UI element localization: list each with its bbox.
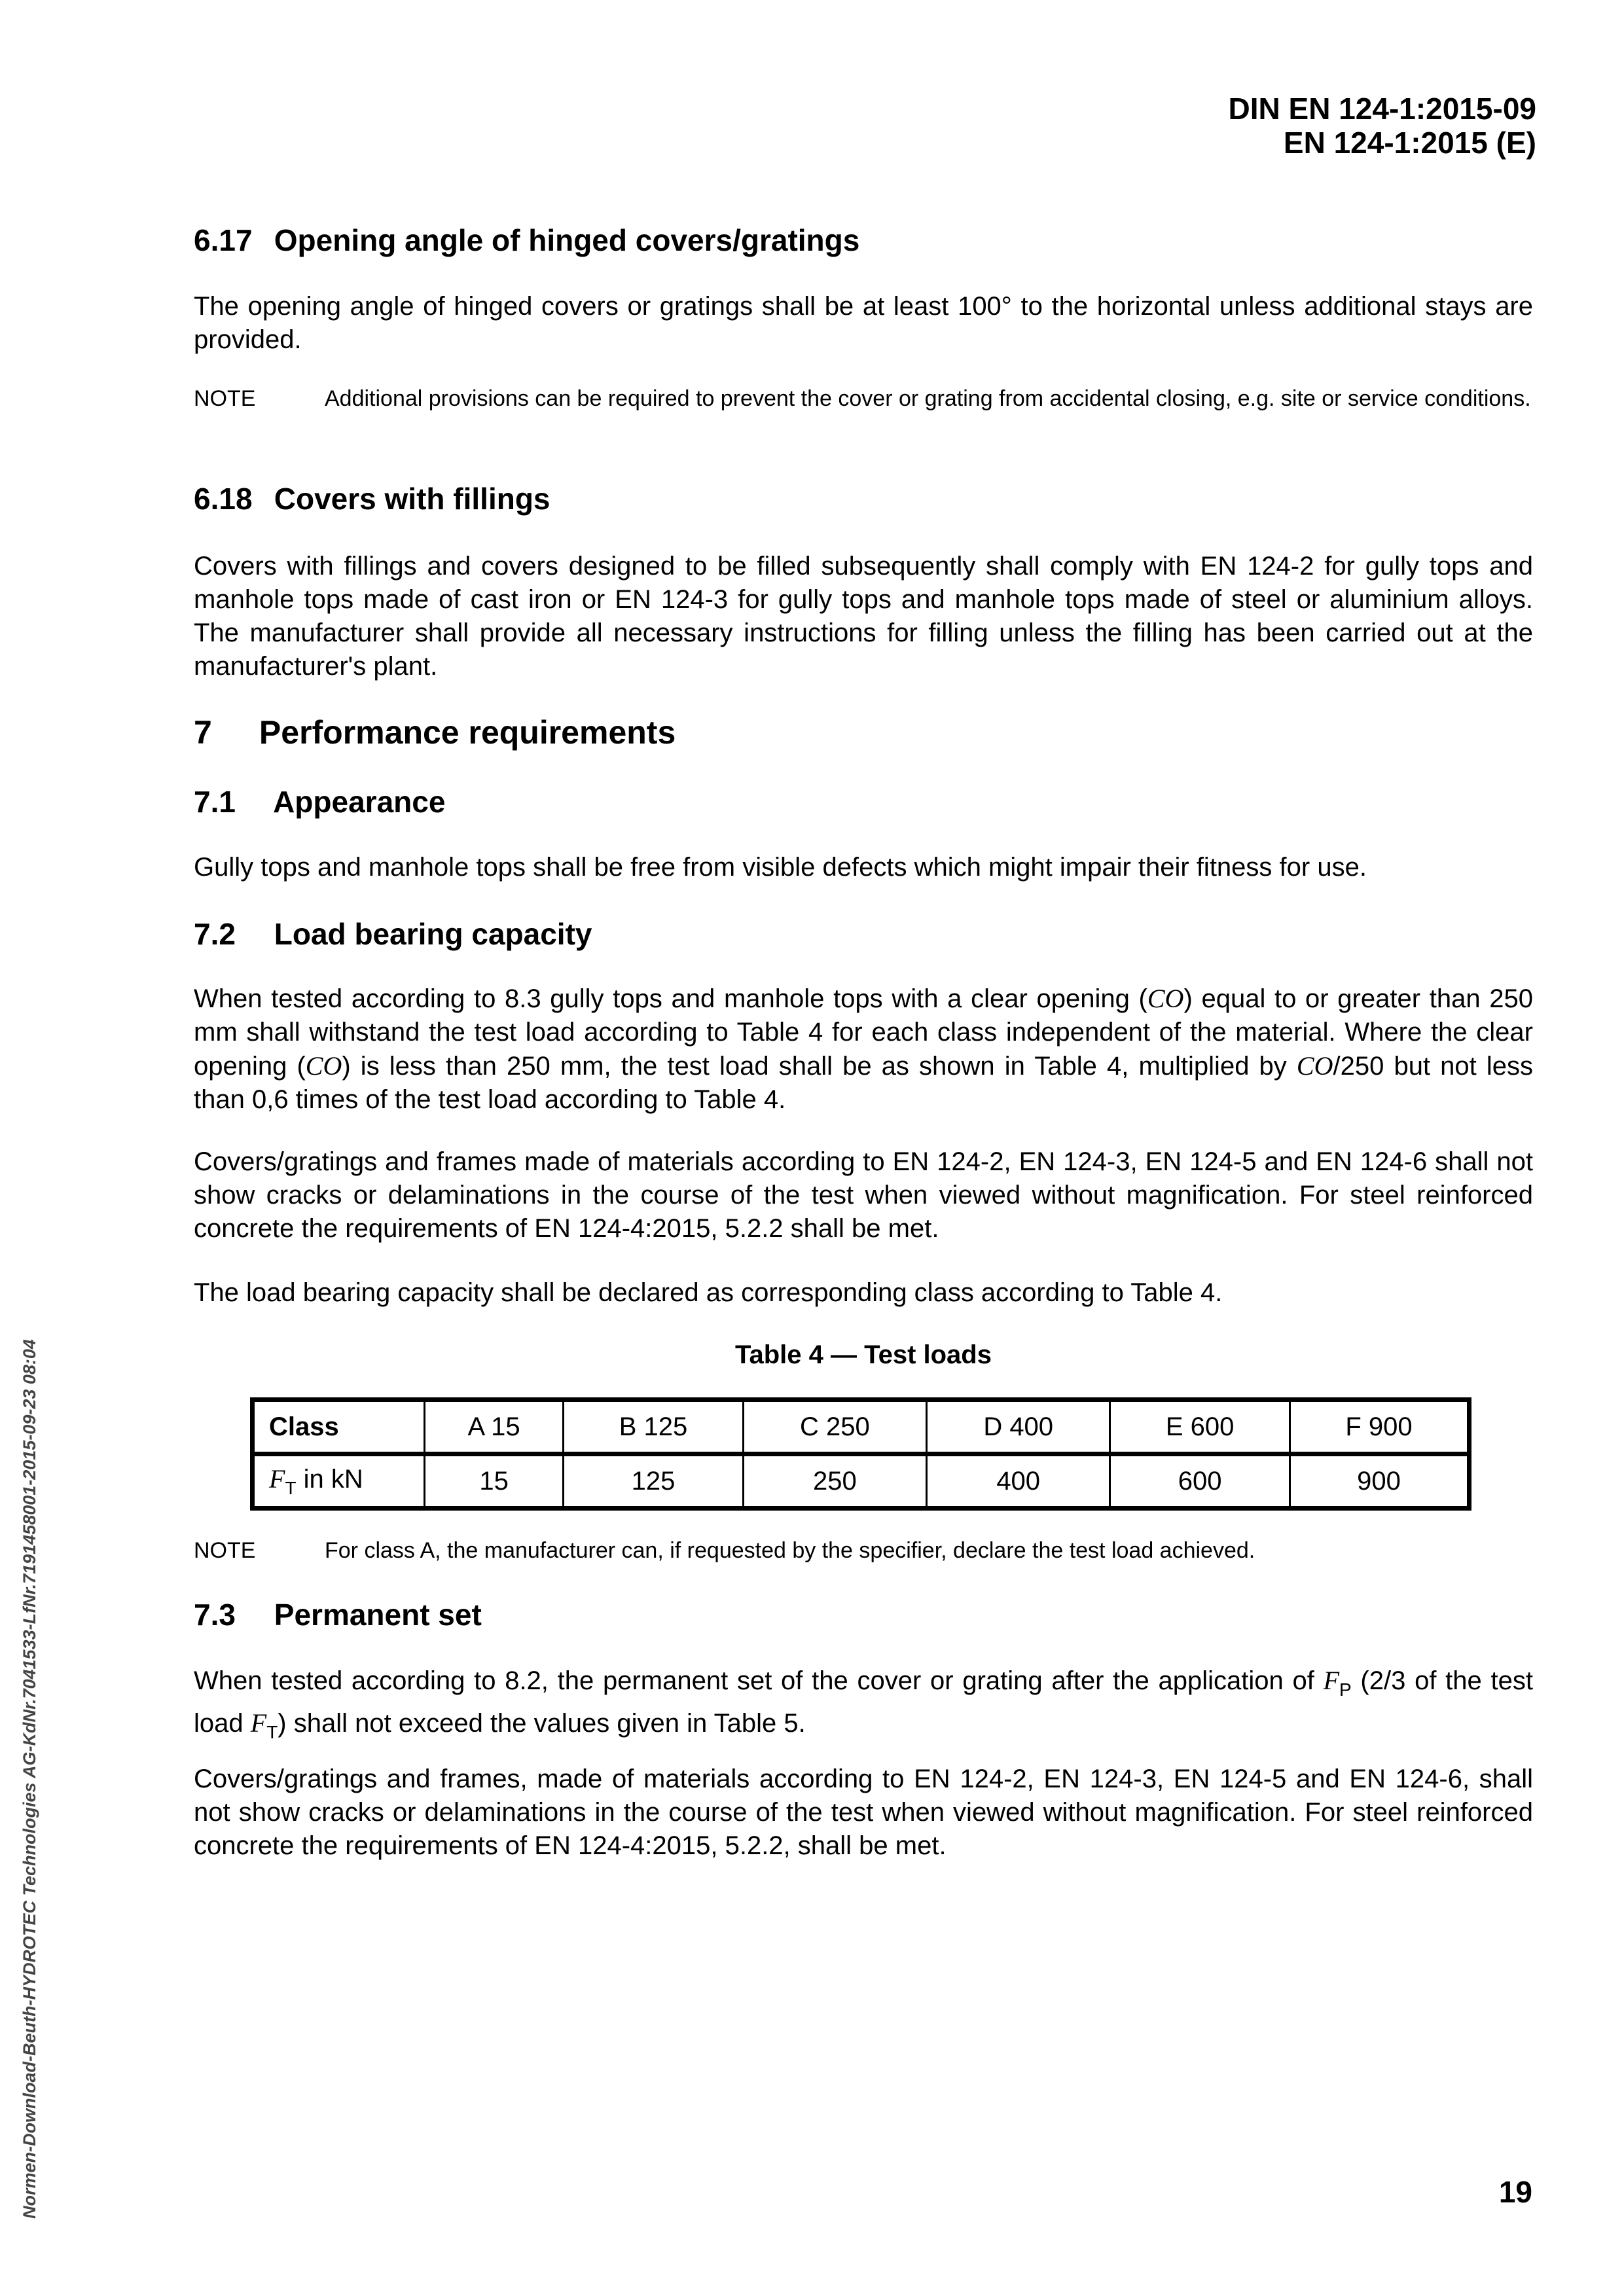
paragraph-7-3-permanent-set [194, 1664, 1533, 1749]
text-run: ) shall not exceed the values given in Table 5. [278, 1708, 806, 1738]
paragraph-7-2-materials: Covers/gratings and frames made of materials according to EN 124-2, EN 124-3, EN 124-5 and EN 124-6 shall not show cracks or delaminations in the course of the test when viewed without magnification. For steel reinforced concrete the requirements of EN 124-4:2015, 5.2.2 shall be met. [194, 1147, 1533, 1243]
document-header [1229, 92, 1536, 160]
paragraph-7-2-declaration: The load bearing capacity shall be declared as corresponding class according to Table 4. [194, 1278, 1223, 1307]
table-cell: 15 [425, 1454, 564, 1509]
subscript: P [1339, 1679, 1352, 1700]
table-cell: 250 [743, 1454, 926, 1509]
side-watermark: Normen-Download-Beuth-HYDROTEC Technologies AG-KdNr.7041533-LfNr.7191458001-2015-09-23 08:04 [20, 1339, 39, 2219]
section-title: Permanent set [274, 1598, 482, 1632]
heading-7-2 [194, 916, 592, 952]
text-run: When tested according to 8.2, the permanent set of the cover or grating after the application of [194, 1666, 1324, 1695]
paragraph-6-18: Covers with fillings and covers designed to be filled subsequently shall comply with EN 124-2 for gully tops and manhole tops made of cast iron or EN 124-3 for gully tops and manhole tops made of steel or aluminium alloys. The manufacturer shall provide all necessary instructions for filling unless the filling has been carried out at the manufacturer's plant. [194, 552, 1533, 681]
header-cell-class: Class [253, 1400, 425, 1454]
table-header-row [253, 1400, 1470, 1454]
table-4-caption: Table 4 — Test loads [735, 1340, 992, 1369]
table-cell: 600 [1110, 1454, 1290, 1509]
section-title: Appearance [273, 785, 446, 819]
text-run: ) equal to or greater than 250 mm shall withstand the test load according to Table 4 for each class independent of the material. Where the clear opening ( [194, 984, 1534, 1081]
note-text: Additional provisions can be required to prevent the cover or grating from accidental closing, e.g. site or service conditions. [325, 386, 1531, 411]
paragraph-7-2-load [194, 982, 1533, 1117]
table-cell: 125 [564, 1454, 744, 1509]
section-number: 7.1 [194, 785, 236, 819]
math-co: CO [1147, 984, 1184, 1013]
section-title: Opening angle of hinged covers/gratings [274, 223, 860, 257]
text-run: (2/3 of the test load [194, 1666, 1533, 1738]
math-co: CO [305, 1051, 342, 1081]
text-run: ) is less than 250 mm, the test load shall be as shown in Table 4, multiplied by [342, 1052, 1297, 1081]
math-co: CO [1296, 1051, 1333, 1081]
table-cell: 900 [1290, 1454, 1469, 1509]
table-cell: 400 [927, 1454, 1110, 1509]
heading-6-17 [194, 223, 859, 258]
text-run: /250 but not less than 0,6 times of the test load according to Table 4. [194, 1052, 1533, 1114]
table-4-test-loads [250, 1397, 1471, 1511]
header-cell: B 125 [564, 1400, 744, 1454]
section-title: Covers with fillings [274, 482, 550, 516]
section-title: Performance requirements [259, 714, 676, 751]
heading-7-1 [194, 784, 445, 819]
section-number: 7.3 [194, 1598, 236, 1632]
heading-7-3 [194, 1597, 482, 1632]
header-cell: A 15 [425, 1400, 564, 1454]
header-cell: F 900 [1290, 1400, 1469, 1454]
math-f: F [1323, 1666, 1339, 1695]
page-number: 19 [1498, 2175, 1532, 2209]
header-en-reference: EN 124-1:2015 (E) [1283, 126, 1536, 160]
paragraph-7-1: Gully tops and manhole tops shall be free from visible defects which might impair their fitness for use. [194, 853, 1367, 882]
note-label: NOTE [194, 1538, 256, 1563]
math-f: F [250, 1708, 267, 1738]
table-row [253, 1454, 1470, 1509]
section-number: 7 [194, 714, 212, 751]
math-f: F [269, 1464, 285, 1494]
text-run: When tested according to 8.3 gully tops and manhole tops with a clear opening ( [194, 984, 1147, 1013]
section-title: Load bearing capacity [274, 917, 592, 951]
note-text: For class A, the manufacturer can, if requested by the specifier, declare the test load achieved. [325, 1538, 1255, 1563]
unit-label: in kN [296, 1465, 363, 1494]
note-6-17 [194, 383, 1533, 414]
row-label-ft [253, 1454, 425, 1509]
header-cell: C 250 [743, 1400, 926, 1454]
section-number: 7.2 [194, 917, 236, 951]
note-7-2 [194, 1535, 1533, 1566]
paragraph-7-3-materials: Covers/gratings and frames, made of materials according to EN 124-2, EN 124-3, EN 124-5 and EN 124-6, shall not show cracks or delaminations in the course of the test when viewed without magnification. For steel reinforced concrete the requirements of EN 124-4:2015, 5.2.2, shall be met. [194, 1765, 1533, 1860]
paragraph-6-17: The opening angle of hinged covers or gratings shall be at least 100° to the horizontal unless additional stays are provided. [194, 292, 1533, 354]
section-number: 6.17 [194, 223, 253, 257]
note-label: NOTE [194, 386, 256, 411]
subscript: T [266, 1721, 278, 1742]
header-cell: D 400 [927, 1400, 1110, 1454]
heading-7 [194, 713, 676, 751]
section-number: 6.18 [194, 482, 253, 516]
header-cell: E 600 [1110, 1400, 1290, 1454]
heading-6-18 [194, 481, 550, 516]
subscript: T [285, 1477, 297, 1498]
header-din-reference: DIN EN 124-1:2015-09 [1228, 92, 1536, 126]
